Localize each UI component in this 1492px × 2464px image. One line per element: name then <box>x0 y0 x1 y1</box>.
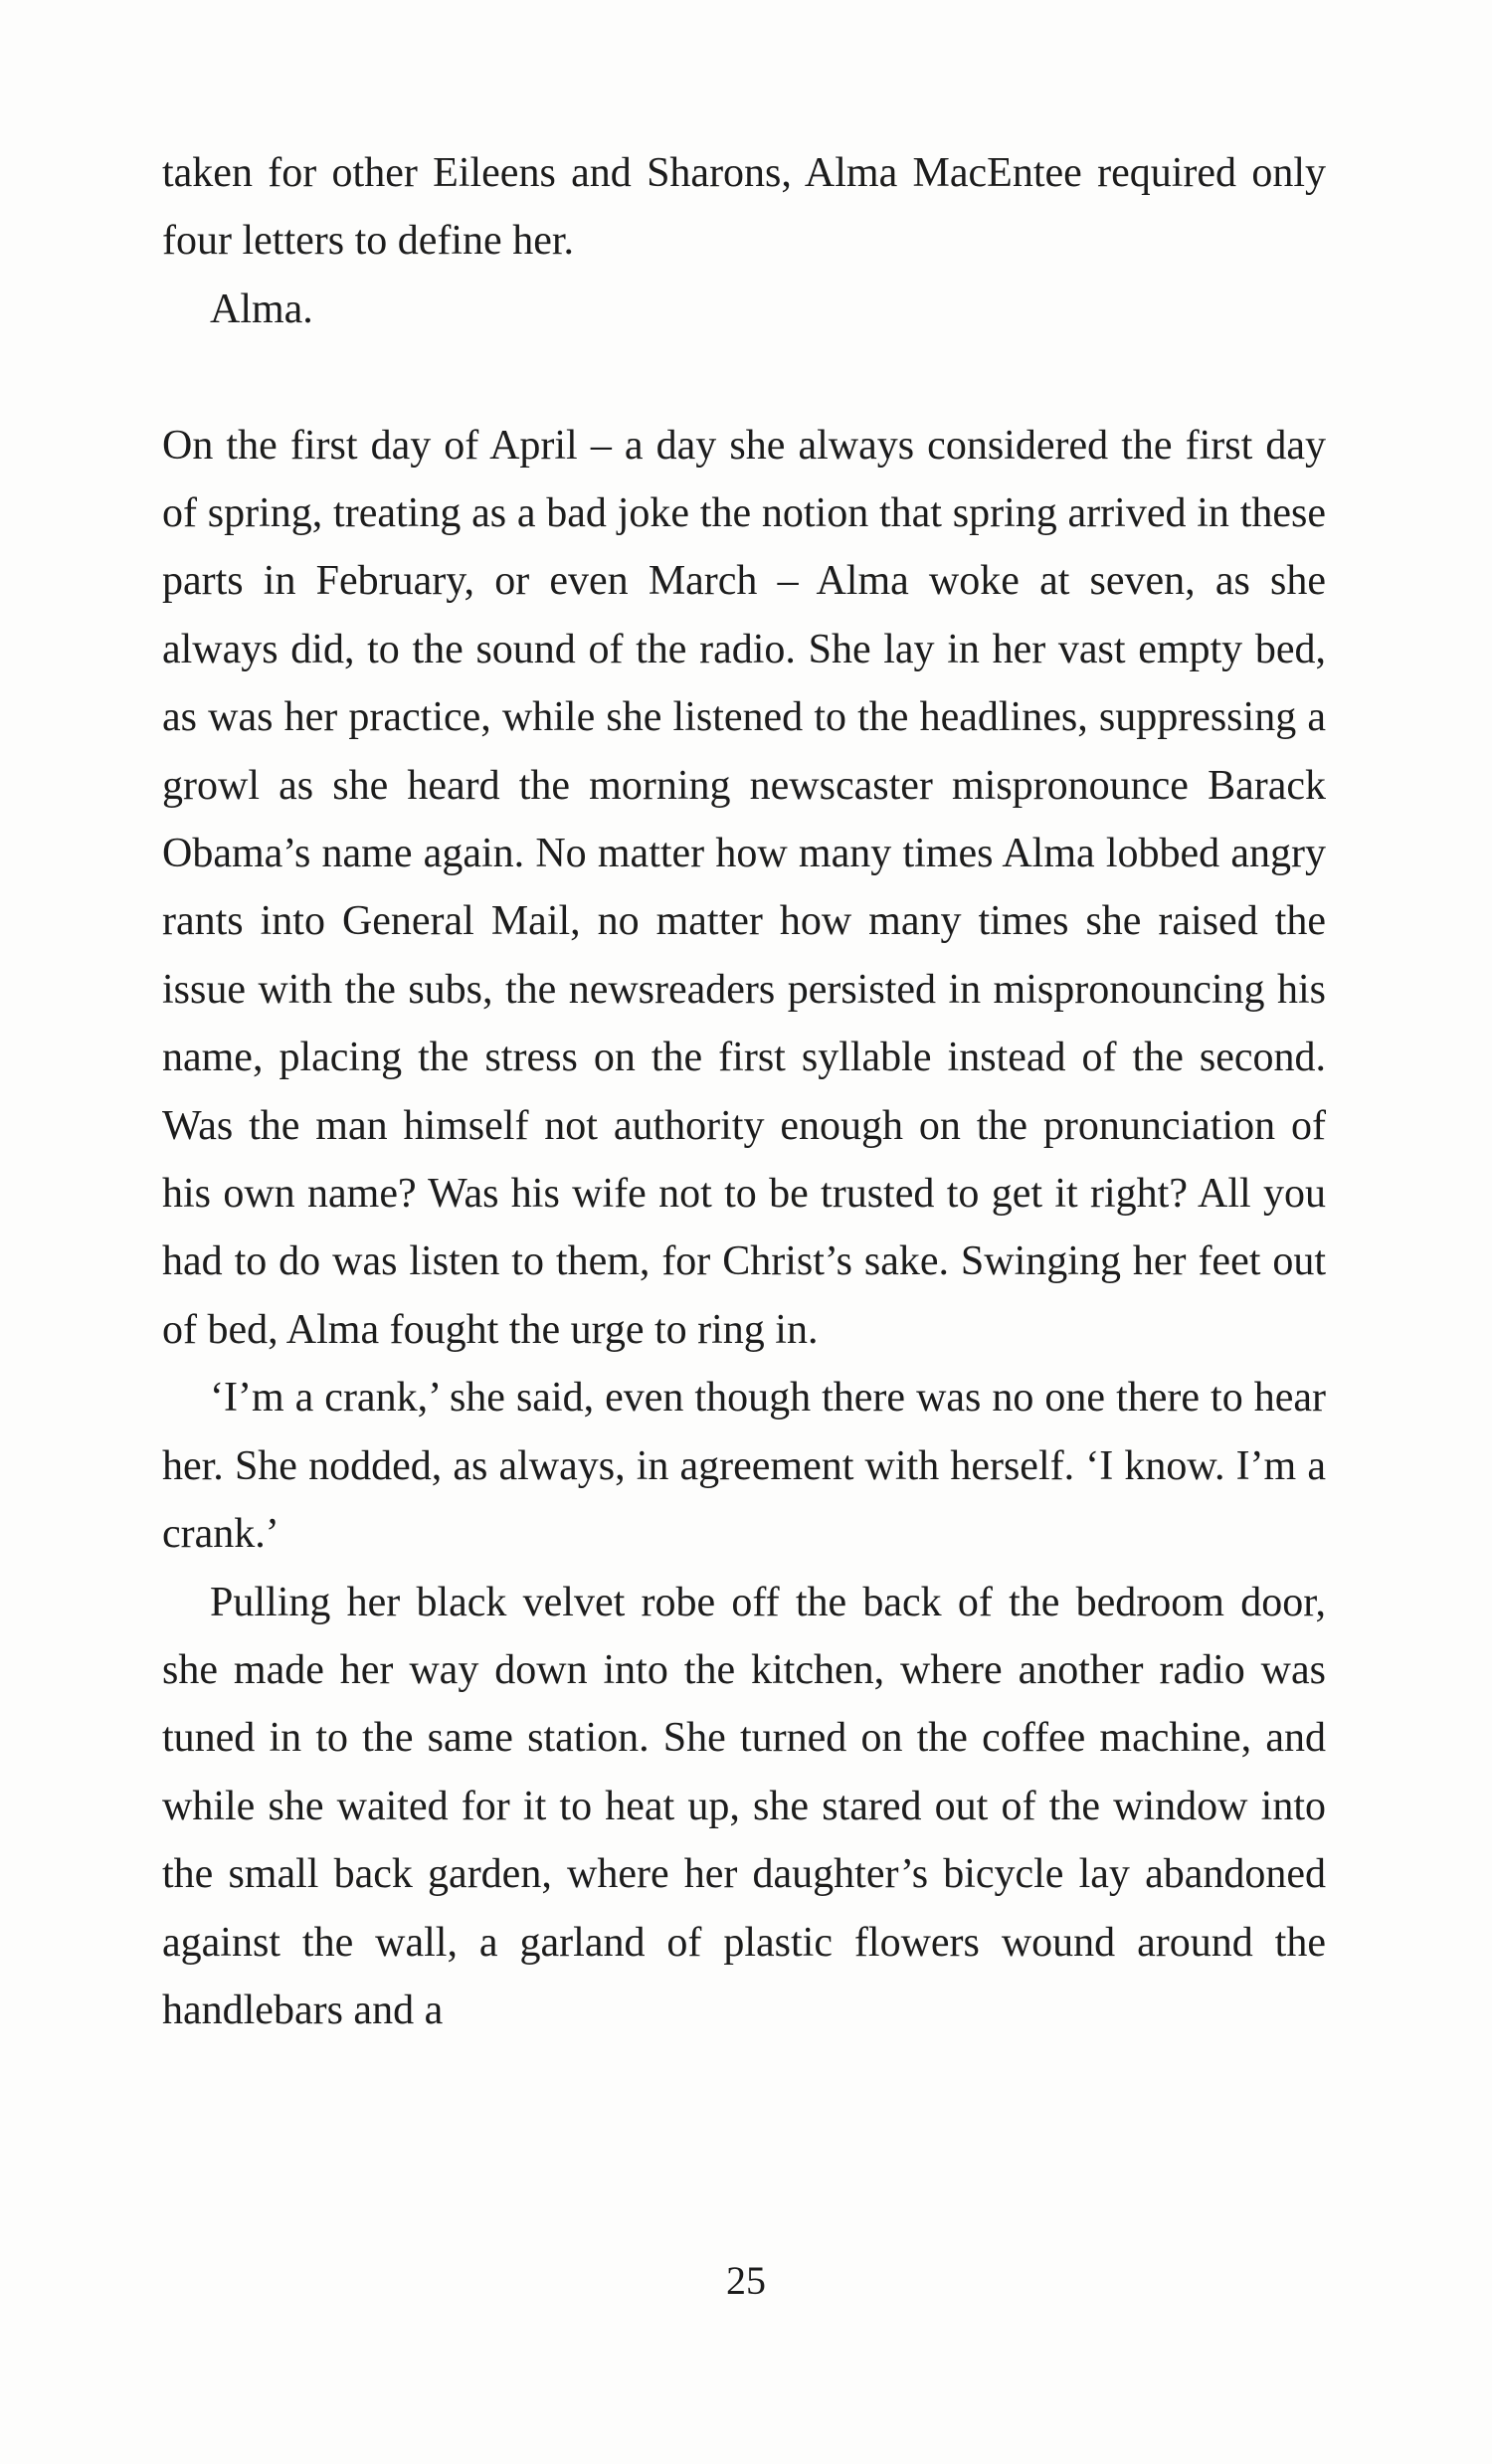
body-text <box>162 139 1326 2044</box>
paragraph-alma: Alma. <box>210 285 313 332</box>
paragraph-first-day-of-april: On the first day of April – a day she always considered the first day of spring, treating as a bad joke the notion that spring arrived in these parts in February, or even March – Alma woke at seven, as she always did, to the sound of the radio. She lay in her vast empty bed, as was her practice, while she listened to the headlines, suppressing a growl as she heard the morning newscaster mispronounce Barack Obama’s name again. No matter how many times Alma lobbed angry rants into General Mail, no matter how many times she raised the issue with the subs, the newsreaders persisted in mispronouncing his name, placing the stress on the first syllable instead of the second. Was the man himself not authority enough on the pronunciation of his own name? Was his wife not to be trusted to get it right? All you had to do was listen to them, for Christ’s sake. Swinging her feet out of bed, Alma fought the urge to ring in. <box>162 422 1326 1353</box>
page-number: 25 <box>726 2258 766 2303</box>
paragraph-continuation: taken for other Eileens and Sharons, Alma MacEntee required only four letters to define her. <box>162 150 1326 265</box>
paragraph-kitchen: Pulling her black velvet robe off the back of the bedroom door, she made her way down into the kitchen, where another radio was tuned in to the same station. She turned on the coffee machine, and while she waited for it to heat up, she stared out of the window into the small back garden, where her daughter’s bicycle lay abandoned against the wall, a garland of plastic flowers wound around the handlebars and a <box>162 1579 1326 2033</box>
paragraph-crank-dialogue: ‘I’m a crank,’ she said, even though there was no one there to hear her. She nodded, as always, in agreement with herself. ‘I know. I’m a crank.’ <box>162 1375 1326 1558</box>
